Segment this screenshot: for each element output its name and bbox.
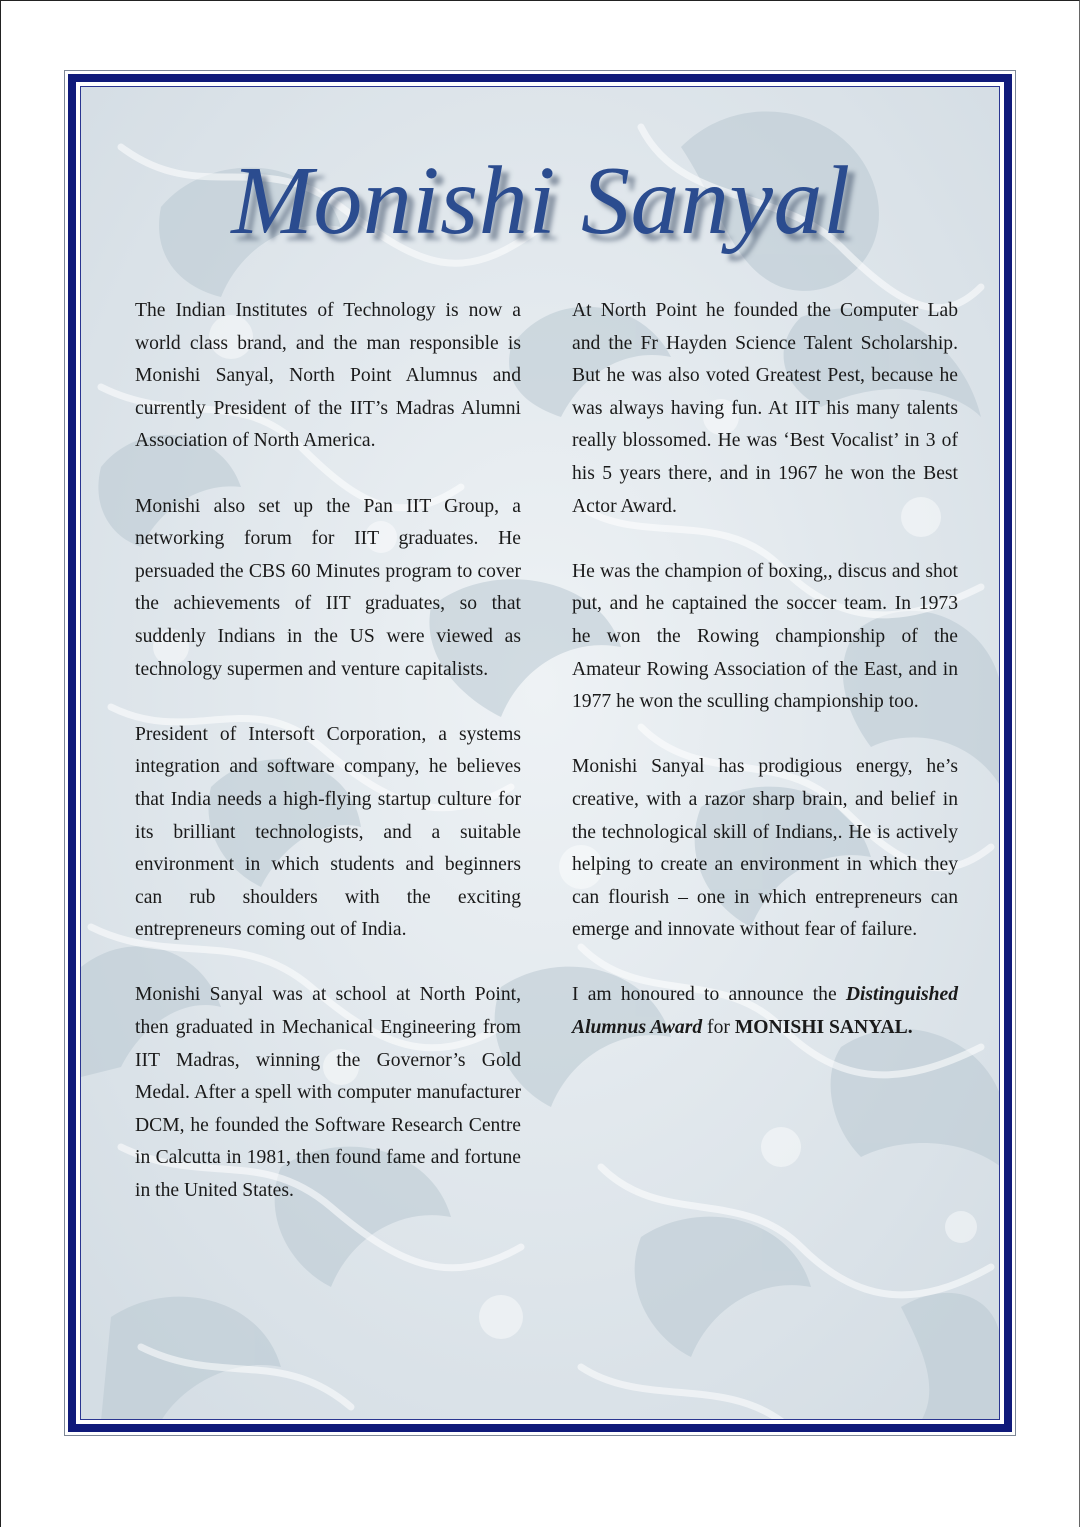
honoree-name: MONISHI SANYAL. — [734, 1017, 913, 1039]
left-column — [135, 295, 521, 1208]
right-column — [572, 295, 958, 1045]
announcement-prefix: I am honoured to announce the — [572, 984, 846, 1006]
award-announcement — [572, 979, 958, 1044]
paragraph: At North Point he founded the Computer Lab and the Fr Hayden Science Talent Scholarship. But he was also voted Greatest Pest, because he was always having fun. At IIT his many talents really blossomed. He was ‘Best Vocalist’ in 3 of his 5 years there, and in 1967 he won the Best Actor Award. — [572, 300, 958, 517]
paragraph: The Indian Institutes of Technology is now a world class brand, and the man responsible is Monishi Sanyal, North Point Alumnus and currently President of the IIT’s Madras Alumni Association of North America. — [135, 300, 521, 452]
paragraph: Monishi Sanyal was at school at North Point, then graduated in Mechanical Engineering from IIT Madras, winning the Governor’s Gold Medal. After a spell with computer manufacturer DCM, he founded the Software Research Centre in Calcutta in 1981, then found fame and fortune in the United States. — [135, 984, 521, 1202]
certificate-panel — [80, 86, 1000, 1420]
paragraph: President of Intersoft Corporation, a systems integration and software company, he believes that India needs a high-flying startup culture for its brilliant technologists, and a suitable environment in which students and beginners can rub shoulders with the exciting entrepreneurs coming out of India. — [135, 723, 521, 941]
announcement-middle: for — [702, 1017, 735, 1039]
award-name: Distinguished Alumnus Award — [572, 984, 958, 1039]
page-title: Monishi Sanyal — [231, 147, 851, 255]
paragraph: Monishi Sanyal has prodigious energy, he’s creative, with a razor sharp brain, and belief in the technological skill of Indians,. He is actively helping to create an environment in which they can flourish – one in which entrepreneurs can emerge and innovate without fear of failure. — [572, 756, 958, 941]
paragraph: Monishi also set up the Pan IIT Group, a networking forum for IIT graduates. He persuaded the CBS 60 Minutes program to cover the achievements of IIT graduates, so that suddenly Indians in the US were viewed as technology supermen and venture capitalists. — [135, 495, 521, 680]
paragraph: He was the champion of boxing,, discus and shot put, and he captained the soccer team. In 1973 he won the Rowing championship of the Amateur Rowing Association of the East, and in 1977 he won the sculling championship too. — [572, 560, 958, 713]
